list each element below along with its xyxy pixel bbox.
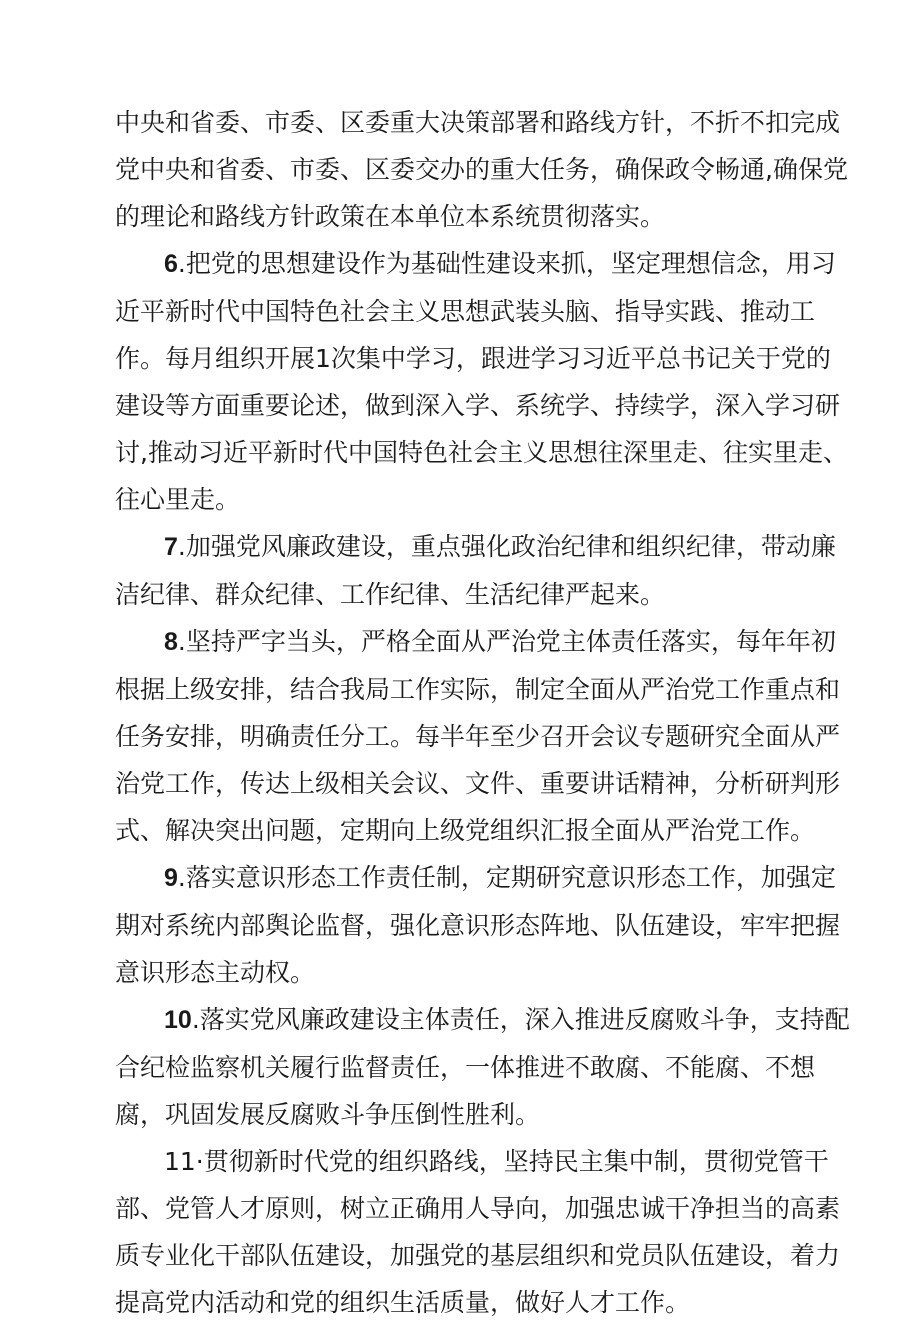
item-number: 7 [164,533,178,561]
paragraph-continuation [115,99,855,240]
document-body [115,99,855,1326]
item-number: 8 [164,628,178,656]
item-number: 6 [164,250,178,278]
paragraph-item-10 [115,996,855,1138]
paragraph-item-11 [115,1138,855,1326]
paragraph-text: .坚持严字当头，严格全面从严治党主体责任落实，每年年初根据上级安排，结合我局工作实际，制定全面从严治党工作重点和任务安排，明确责任分工。每半年至少召开会议专题研究全面从严治党工作，传达上级相关会议、文件、重要讲话精神，分析研判形式、解决突出问题，定期向上级党组织汇报全面从严治党工作。 [115,627,841,845]
paragraph-item-6 [115,240,855,523]
paragraph-text: 中央和省委、市委、区委重大决策部署和路线方针，不折不扣完成党中央和省委、市委、区委交办的重大任务，确保政令畅通,确保党的理论和路线方针政策在本单位本系统贯彻落实。 [115,108,848,231]
paragraph-text: .落实党风廉政建设主体责任，深入推进反腐败斗争，支持配合纪检监察机关履行监督责任，一体推进不敢腐、不能腐、不想腐，巩固发展反腐败斗争压倒性胜利。 [115,1005,850,1129]
paragraph-item-8 [115,618,855,854]
item-number: 10 [164,1006,192,1034]
paragraph-text: .加强党风廉政建设，重点强化政治纪律和组织纪律，带动廉洁纪律、群众纪律、工作纪律、生活纪律严起来。 [115,532,836,609]
paragraph-text: .落实意识形态工作责任制，定期研究意识形态工作，加强定期对系统内部舆论监督，强化意识形态阵地、队伍建设，牢牢把握意识形态主动权。 [115,863,841,987]
item-number: 9 [164,864,178,892]
paragraph-text: .把党的思想建设作为基础性建设来抓，坚定理想信念，用习近平新时代中国特色社会主义思想武装头脑、指导实践、推动工作。每月组织开展1次集中学习，跟进学习习近平总书记关于党的建设等方面重要论述，做到深入学、系统学、持续学，深入学习研讨,推动习近平新时代中国特色社会主义思想往深里走、往实里走、往心里走。 [115,249,848,514]
paragraph-text: 11·贯彻新时代党的组织路线，坚持民主集中制，贯彻党管干部、党管人才原则，树立正确用人导向，加强忠诚干净担当的高素质专业化干部队伍建设，加强党的基层组织和党员队伍建设，着力提高党内活动和党的组织生活质量，做好人才工作。 [115,1147,841,1317]
paragraph-item-9 [115,854,855,996]
paragraph-item-7 [115,523,855,618]
